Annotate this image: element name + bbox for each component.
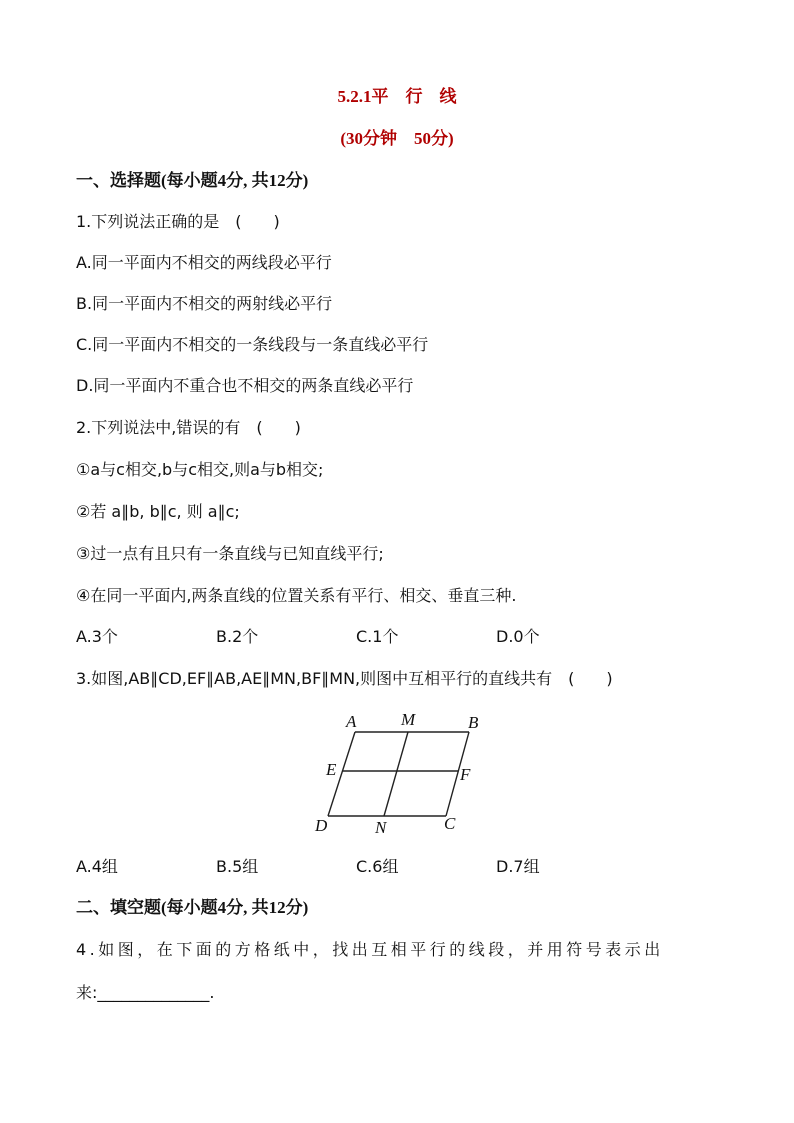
question-2-statement-2: ②若 a∥b, b∥c, 则 a∥c;	[76, 502, 240, 521]
question-2-stem: 2.下列说法中,错误的有 ( )	[76, 418, 301, 437]
question-2-statement-4: ④在同一平面内,两条直线的位置关系有平行、相交、垂直三种.	[76, 586, 517, 605]
question-4-line-2: 来:______________.	[76, 983, 215, 1002]
question-3-option-c: C.6组	[356, 857, 399, 876]
question-2-statement-3: ③过一点有且只有一条直线与已知直线平行;	[76, 544, 384, 563]
question-1-option-c: C.同一平面内不相交的一条线段与一条直线必平行	[76, 335, 429, 354]
question-2-option-a: A.3个	[76, 627, 118, 646]
question-2-option-c: C.1个	[356, 627, 399, 646]
section-heading-choice: 一、选择题(每小题4分, 共12分)	[76, 171, 309, 190]
question-1-option-b: B.同一平面内不相交的两射线必平行	[76, 294, 333, 313]
segment-mn	[384, 732, 408, 816]
label-m: M	[401, 710, 416, 729]
question-3-option-b: B.5组	[216, 857, 259, 876]
question-3-option-a: A.4组	[76, 857, 118, 876]
parallelogram-figure	[300, 700, 500, 840]
label-e: E	[326, 760, 337, 779]
question-1-stem: 1.下列说法正确的是 ( )	[76, 212, 280, 231]
question-1-option-d: D.同一平面内不重合也不相交的两条直线必平行	[76, 376, 414, 395]
label-c: C	[444, 814, 456, 833]
page-title: 5.2.1平 行 线	[337, 87, 457, 106]
question-3-option-d: D.7组	[496, 857, 540, 876]
section-heading-fill: 二、填空题(每小题4分, 共12分)	[76, 898, 309, 917]
question-2-option-d: D.0个	[496, 627, 540, 646]
question-2-statement-1: ①a与c相交,b与c相交,则a与b相交;	[76, 460, 324, 479]
question-1-option-a: A.同一平面内不相交的两线段必平行	[76, 253, 332, 272]
label-f: F	[460, 765, 471, 784]
label-d: D	[315, 816, 328, 835]
page-subtitle: (30分钟 50分)	[340, 129, 454, 148]
label-a: A	[346, 712, 357, 731]
label-n: N	[375, 818, 387, 837]
question-4-line-1: 4.如图，在下面的方格纸中，找出互相平行的线段，并用符号表示出	[76, 940, 664, 959]
label-b: B	[468, 713, 479, 732]
question-2-option-b: B.2个	[216, 627, 259, 646]
question-3-stem: 3.如图,AB∥CD,EF∥AB,AE∥MN,BF∥MN,则图中互相平行的直线共有 ( )	[76, 669, 613, 688]
